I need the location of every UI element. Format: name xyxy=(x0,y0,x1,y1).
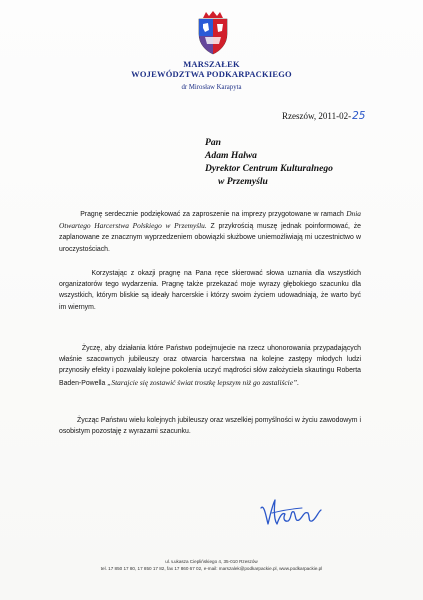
paragraph-closing xyxy=(59,415,361,437)
paragraph-thanks-regret: Z przykrością muszę jednak poinformować, że zaplanowane ze znacznym wyprzedzeniem obowiązki służbowe uniemożliwiają mi uczestnictwo w uroczystościach. xyxy=(59,223,362,253)
date-printed: Rzeszów, 2011-02- xyxy=(282,111,352,121)
letter-date xyxy=(282,110,365,122)
event-name: Dnia Otwartego Harcerstwa Polskiego w Przemyślu. xyxy=(59,209,361,231)
office-title: MARSZAŁEK xyxy=(183,59,240,69)
paragraph-appreciation xyxy=(59,268,361,313)
recipient-name: Adam Halwa xyxy=(205,150,257,161)
date-handwritten-day: 25 xyxy=(352,110,366,122)
recipient-salutation: Pan xyxy=(205,137,221,148)
paragraph-appreciation-text: Korzystając z okazji pragnę na Pana ręce skierować słowa uznania dla wszystkich organizatorów tego wydarzenia. Pragnę także przekazać moje wyrazy głębokiego szacunku dla wszystkich, którym bliskie są ideały harcerskie i którzy swoim życiem udowadniają, że warto być im wiernym. xyxy=(59,270,361,311)
handwritten-signature xyxy=(258,494,328,534)
coat-of-arms-icon xyxy=(193,10,233,56)
footer-contact: tel. 17 850 17 80, 17 850 17 82, fax 17 860 67 02, e-mail: marszalek@podkarpackie.pl, www.podkarpackie.pl xyxy=(100,566,323,571)
recipient-role: Dyrektor Centrum Kulturalnego xyxy=(205,163,333,174)
office-subtitle: WOJEWÓDZTWA PODKARPACKIEGO xyxy=(131,69,292,79)
recipient-city: w Przemyślu xyxy=(218,176,268,187)
paragraph-thanks xyxy=(59,208,361,255)
office-holder-name: dr Mirosław Karapyta xyxy=(181,84,242,91)
paragraph-closing-text: Życząc Państwu wielu kolejnych jubileuszy oraz wszelkiej pomyślności w życiu zawodowym i osobistym pozostaję z wyrazami szacunku. xyxy=(59,417,361,436)
paragraph-wishes xyxy=(59,343,361,389)
paragraph-thanks-text: Pragnę serdecznie podziękować za zaproszenie na imprezy przygotowane w ramach xyxy=(80,211,344,218)
paragraph-wishes-text: Życzę, aby działania które Państwo podejmujecie na rzecz uhonorowania przypadających właśnie szacownych jubileuszy oraz otwarcia harcerstwa na kolejne zastępy młodych ludzi przynosiły efekty i pozwalały kolejne pokolenia uczyć mądrości słów założyciela skautingu Roberta Baden-Powella xyxy=(59,345,361,387)
baden-powell-quote: „Starajcie się zostawić świat troszkę lepszym niż go zastaliście”. xyxy=(107,377,299,387)
footer-address: ul. Łukasza Cieplińskiego 4, 35-010 Rzeszów xyxy=(165,559,258,564)
